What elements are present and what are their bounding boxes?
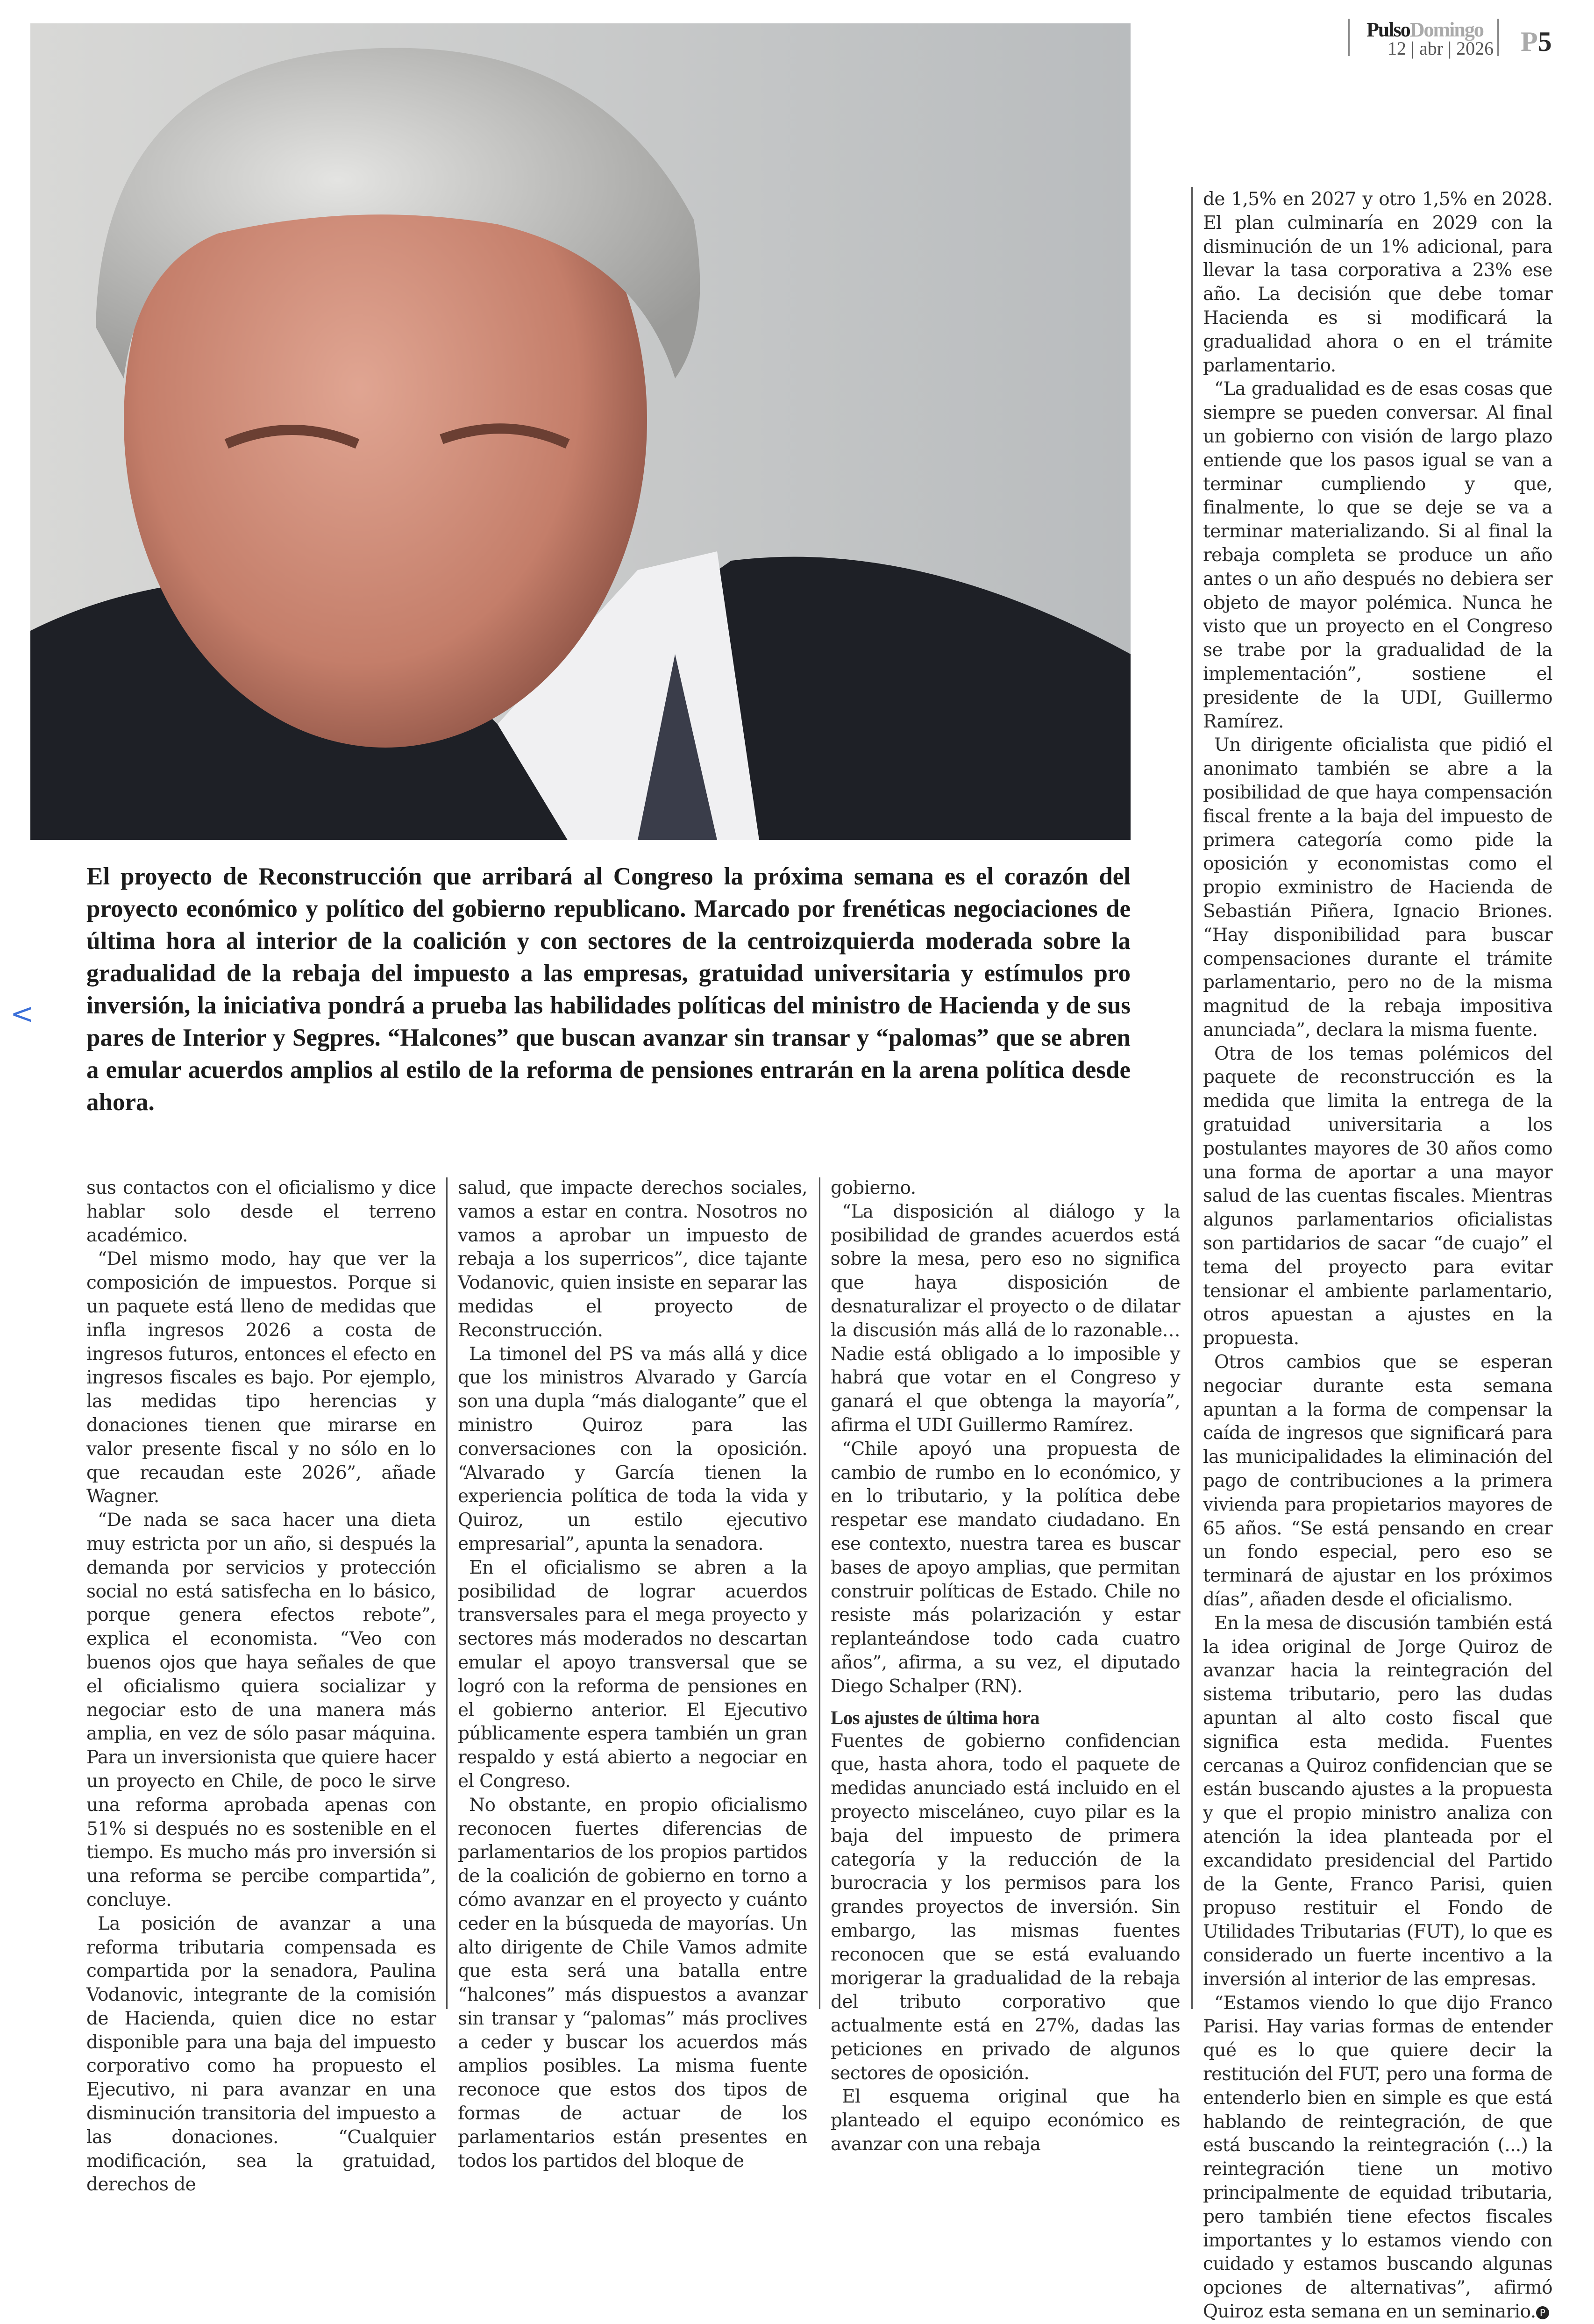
paragraph: “La gradualidad es de esas cosas que siempre se pueden conversar. Al final un gobierno con visión de largo plazo entiende que los pasos igual se van a terminar cumpliendo y que, finalmente, lo que se deje se va a terminar materializando. Si al final la rebaja completa se produce un año antes o un año después no debiera ser objeto de mayor polémica. Nunca he visto que un proyecto en el Congreso se trabe por la gradualidad de la implementación”, sostiene el presidente de la UDI, Guillermo Ramírez. (1203, 378, 1552, 732)
article-column-3 (831, 1176, 1180, 2157)
paragraph-text: “Estamos viendo lo que dijo Franco Parisi. Hay varias formas de entender qué es lo que quiere decir la restitución del FUT, pero una forma de entenderlo bien en simple es que está hablando de reintegración, de que está buscando la reintegración (...) la reintegración tiene un motivo principalmente de equidad tributaria, pero también tiene efectos fiscales importantes y lo estamos viendo con cuidado y estamos buscando algunas opciones de alternativas”, afirmó Quiroz esta semana en un seminario. (1203, 1992, 1552, 2322)
paragraph: “Del mismo modo, hay que ver la composición de impuestos. Porque si un paquete está lleno de medidas que infla ingresos 2026 a costa de ingresos futuros, entonces el efecto en ingresos fiscales es bajo. Por ejemplo, las medidas tipo herencias y donaciones tienen que mirarse en valor presente fiscal y no sólo en lo que recaudan este 2026”, añade Wagner. (86, 1248, 436, 1507)
column-divider (446, 1177, 448, 2009)
column-divider (1191, 187, 1193, 2009)
article-column-4 (1203, 188, 1552, 2324)
column-divider (819, 1177, 820, 2009)
date-month: abr (1419, 38, 1444, 59)
article-photo (30, 23, 1131, 840)
page-number-value: 5 (1537, 26, 1552, 57)
section-subheading: Los ajustes de última hora (831, 1706, 1039, 1728)
paragraph: “La disposición al diálogo y la posibilidad de grandes acuerdos está sobre la mesa, pero eso no significa que haya disposición de desnaturalizar el proyecto o de dilatar la discusión más allá de lo razonable… Nadie está obligado a lo imposible y habrá que votar en el Congreso y ganará el que obtenga la mayoría”, afirma el UDI Guillermo Ramírez. (831, 1201, 1180, 1436)
page-number (1521, 26, 1552, 58)
issue-date: 12 | abr | 2026 (1388, 38, 1494, 59)
article-lede: El proyecto de Reconstrucción que arribará al Congreso la próxima semana es el corazón del proyecto económico y político del gobierno republicano. Marcado por frenéticas negociaciones de última hora al interior de la coalición y con sectores de la centroizquierda moderada sobre la gradualidad de la rebaja del impuesto a las empresas, gratuidad universitaria y estímulos pro inversión, la iniciativa pondrá a prueba las habilidades políticas del ministro de Hacienda y de sus pares de Interior y Segpres. “Halcones” que buscan avanzar sin transar y “palomas” que se abren a emular acuerdos amplios al estilo de la reforma de pensiones entrarán en la arena política desde ahora. (86, 863, 1131, 1116)
paragraph: “De nada se saca hacer una dieta muy estricta por un año, si después la demanda por servicios y protección social no está satisfecha en lo básico, porque genera efectos rebote”, explica el economista. “Veo con buenos ojos que haya señales de que el oficialismo quiera socializar y negociar esto de una manera más amplia, en vez de sólo pasar máquina. Para un inversionista que quiere hacer un proyecto en Chile, de poco le sirve una reforma aprobada apenas con 51% si después no es sostenible en el tiempo. Es mucho más pro inversión si una reforma se percibe compartida”, concluye. (86, 1510, 436, 1911)
masthead-divider (1348, 19, 1350, 56)
paragraph: En el oficialismo se abren a la posibilidad de lograr acuerdos transversales para el mega proyecto y sectores más moderados no descartan emular el apoyo transversal que se logró con la reforma de pensiones en el gobierno anterior. El Ejecutivo públicamente espera también un gran respaldo y está abierto a negociar en el Congreso. (458, 1557, 807, 1792)
date-day: 12 (1388, 38, 1406, 59)
paragraph: sus contactos con el oficialismo y dice hablar solo desde el terreno académico. (86, 1177, 436, 1246)
paragraph-final (1203, 1992, 1552, 2324)
paragraph: Otra de los temas polémicos del paquete de reconstrucción es la medida que limita la entrega de la gratuidad universitaria a los postulantes mayores de 30 años como una forma de aportar a una mayor salud de las cuentas fiscales. Mientras algunos parlamentarios oficialistas son partidarios de sacar “de cuajo” el tema del proyecto para evitar tensionar el ambiente parlamentario, otros apuestan a ajustes en la propuesta. (1203, 1043, 1552, 1349)
previous-page-chevron-icon[interactable]: < (10, 998, 34, 1030)
end-of-article-icon: P (1536, 2306, 1549, 2319)
article-column-1 (86, 1176, 436, 2197)
paragraph: gobierno. (831, 1177, 916, 1198)
brand-secondary: Domingo (1409, 18, 1483, 41)
paragraph: En la mesa de discusión también está la idea original de Jorge Quiroz de avanzar hacia la reintegración del sistema tributario, pero las dudas apuntan al alto costo fiscal que significa esta medida. Fuentes cercanas a Quiroz confidencian que se están buscando ajustes a la propuesta y que el propio ministro analiza con atención la idea planteada por el excandidato presidencial del Partido de la Gente, Franco Parisi, quien propuso restituir el Fondo de Utilidades Tributarias (FUT), lo que es considerado un fuerte incentivo a la inversión al interior de las empresas. (1203, 1612, 1552, 1990)
paragraph: La posición de avanzar a una reforma tributaria compensada es compartida por la senadora, Paulina Vodanovic, integrante de la comisión de Hacienda, quien dice no estar disponible para una baja del impuesto corporativo como ha propuesto el Ejecutivo, ni para avanzar en una disminución transitoria del impuesto a las donaciones. “Cualquier modificación, sea la gratuidad, derechos de (86, 1913, 436, 2196)
page-prefix: P (1521, 26, 1538, 57)
date-year: 2026 (1456, 38, 1494, 59)
brand-primary: Pulso (1366, 18, 1410, 41)
article-column-2 (458, 1176, 807, 2173)
paragraph: de 1,5% en 2027 y otro 1,5% en 2028. El plan culminaría en 2029 con la disminución de un 1% adicional, para llevar la tasa corporativa a 23% ese año. La decisión que debe tomar Hacienda es si modificará la gradualidad ahora o en el trámite parlamentario. (1203, 189, 1552, 376)
paragraph: Fuentes de gobierno confidencian que, hasta ahora, todo el paquete de medidas anunciado está incluido en el proyecto misceláneo, cuyo pilar es la baja del impuesto de primera categoría y la reducción de la burocracia y los permisos para los grandes proyectos de inversión. Sin embargo, las mismas fuentes reconocen que se está evaluando morigerar la gradualidad de la rebaja del tributo corporativo que actualmente está en 27%, dadas las peticiones en privado de algunos sectores de oposición. (831, 1730, 1180, 2084)
paragraph: No obstante, en propio oficialismo reconocen fuertes diferencias de parlamentarios de los propios partidos de la coalición de gobierno en torno a cómo avanzar en el proyecto y cuánto ceder en la búsqueda de mayorías. Un alto dirigente de Chile Vamos admite que esta será una batalla entre “halcones” más dispuestos a avanzar sin transar y “palomas” más proclives a ceder y buscar los acuerdos más amplios posibles. La misma fuente reconoce que estos dos tipos de formas de actuar de los parlamentarios están presentes en todos los partidos del bloque de (458, 1794, 807, 2172)
paragraph: Otros cambios que se esperan negociar durante esta semana apuntan a la forma de compensar la caída de ingresos que significará para las municipalidades la eliminación del pago de contribuciones a la primera vivienda para propietarios mayores de 65 años. “Se está pensando en crear un fondo especial, pero eso se terminará de ajustar en los próximos días”, añaden desde el oficialismo. (1203, 1352, 1552, 1611)
paragraph: El esquema original que ha planteado el equipo económico es avanzar con una rebaja (831, 2086, 1180, 2155)
portrait-image (30, 23, 1131, 840)
paragraph: Un dirigente oficialista que pidió el anonimato también se abre a la posibilidad de que haya compensación fiscal frente a la baja del impuesto de primera categoría como pide la oposición y economistas como el propio exministro de Hacienda de Sebastián Piñera, Ignacio Briones. “Hay disponibilidad para buscar compensaciones durante el trámite parlamentario, pero no de la misma magnitud de la rebaja impositiva anunciada”, declara la misma fuente. (1203, 734, 1552, 1041)
paragraph: “Chile apoyó una propuesta de cambio de rumbo en lo económico, y en lo tributario, y la política debe respetar ese mandato ciudadano. En ese contexto, nuestra tarea es buscar bases de apoyo amplias, que permitan construir políticas de Estado. Chile no resiste más polarización y estar replanteándose todo cada cuatro años”, afirma, a su vez, el diputado Diego Schalper (RN). (831, 1438, 1180, 1697)
paragraph: La timonel del PS va más allá y dice que los ministros Alvarado y García son una dupla “más dialogante” que el ministro Quiroz para las conversaciones con la oposición. “Alvarado y García tienen la experiencia política de toda la vida y Quiroz, un estilo ejecutivo empresarial”, apunta la senadora. (458, 1343, 807, 1554)
masthead-divider (1497, 19, 1499, 56)
paragraph: salud, que impacte derechos sociales, vamos a estar en contra. Nosotros no vamos a aprobar un impuesto de rebaja a los superricos”, dice tajante Vodanovic, quien insiste en separar las medidas el proyecto de Reconstrucción. (458, 1177, 807, 1341)
